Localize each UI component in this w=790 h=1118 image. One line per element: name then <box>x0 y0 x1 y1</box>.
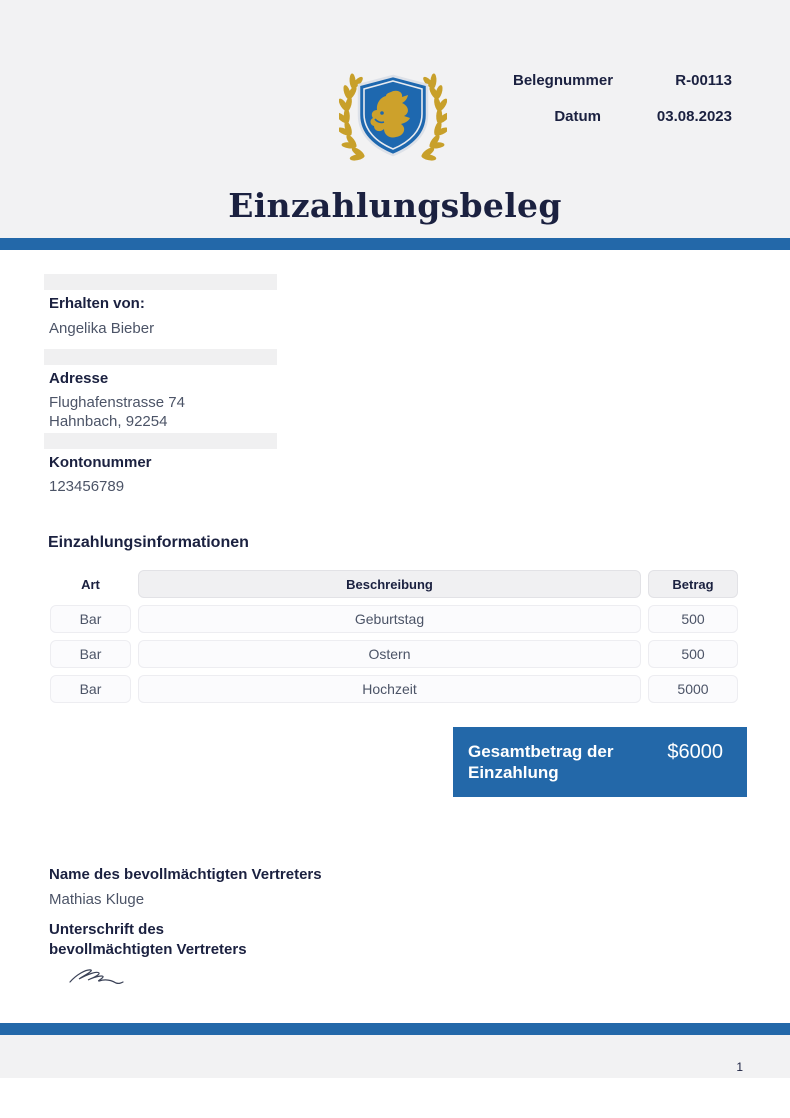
table-cell-betrag: 5000 <box>648 675 738 703</box>
total-box <box>453 727 747 797</box>
table-header-beschreibung: Beschreibung <box>138 570 641 598</box>
footer-strip <box>0 1035 790 1078</box>
belegnummer-value: R-00113 <box>675 72 732 89</box>
address-line2: Hahnbach, 92254 <box>49 413 168 430</box>
page-title: Einzahlungsbeleg <box>228 186 562 225</box>
table-cell-beschreibung: Hochzeit <box>138 675 641 703</box>
section-divider-strip <box>44 433 277 449</box>
table-cell-betrag: 500 <box>648 605 738 633</box>
table-header-art: Art <box>81 576 100 592</box>
representative-name-label: Name des bevollmächtigten Vertreters <box>49 866 322 883</box>
address-value <box>49 393 185 431</box>
accent-bar-top <box>0 238 790 250</box>
address-line1: Flughafenstrasse 74 <box>49 394 185 411</box>
address-label: Adresse <box>49 370 109 387</box>
total-value: $6000 <box>667 741 723 763</box>
recipient-label: Erhalten von: <box>49 295 145 312</box>
meta-row-belegnummer <box>513 70 732 91</box>
table-cell-betrag: 500 <box>648 640 738 668</box>
accent-bar-bottom <box>0 1023 790 1035</box>
datum-label: Datum <box>554 108 601 125</box>
recipient-value: Angelika Bieber <box>49 320 155 337</box>
page-number: 1 <box>736 1060 743 1074</box>
account-number-value: 123456789 <box>49 478 125 495</box>
lion-crest-logo <box>339 70 447 166</box>
account-number-label: Kontonummer <box>49 454 152 471</box>
table-cell-art: Bar <box>50 640 131 668</box>
table-header-betrag: Betrag <box>648 570 738 598</box>
table-cell-beschreibung: Geburtstag <box>138 605 641 633</box>
datum-value: 03.08.2023 <box>656 108 732 125</box>
table-cell-art: Bar <box>50 675 131 703</box>
deposit-table <box>50 570 738 703</box>
section-divider-strip <box>44 274 277 290</box>
table-cell-art: Bar <box>50 605 131 633</box>
signature-label: Unterschrift des bevollmächtigten Vertreters <box>49 921 247 958</box>
section-divider-strip <box>44 349 277 365</box>
signature-image <box>66 963 126 991</box>
receipt-meta <box>513 70 732 142</box>
deposit-info-heading: Einzahlungsinformationen <box>48 534 249 551</box>
total-label: Gesamtbetrag der Einzahlung <box>468 742 614 782</box>
meta-row-datum <box>513 106 732 127</box>
belegnummer-label: Belegnummer <box>513 72 614 89</box>
table-cell-beschreibung: Ostern <box>138 640 641 668</box>
document-header <box>0 0 790 238</box>
representative-name: Mathias Kluge <box>49 891 145 908</box>
